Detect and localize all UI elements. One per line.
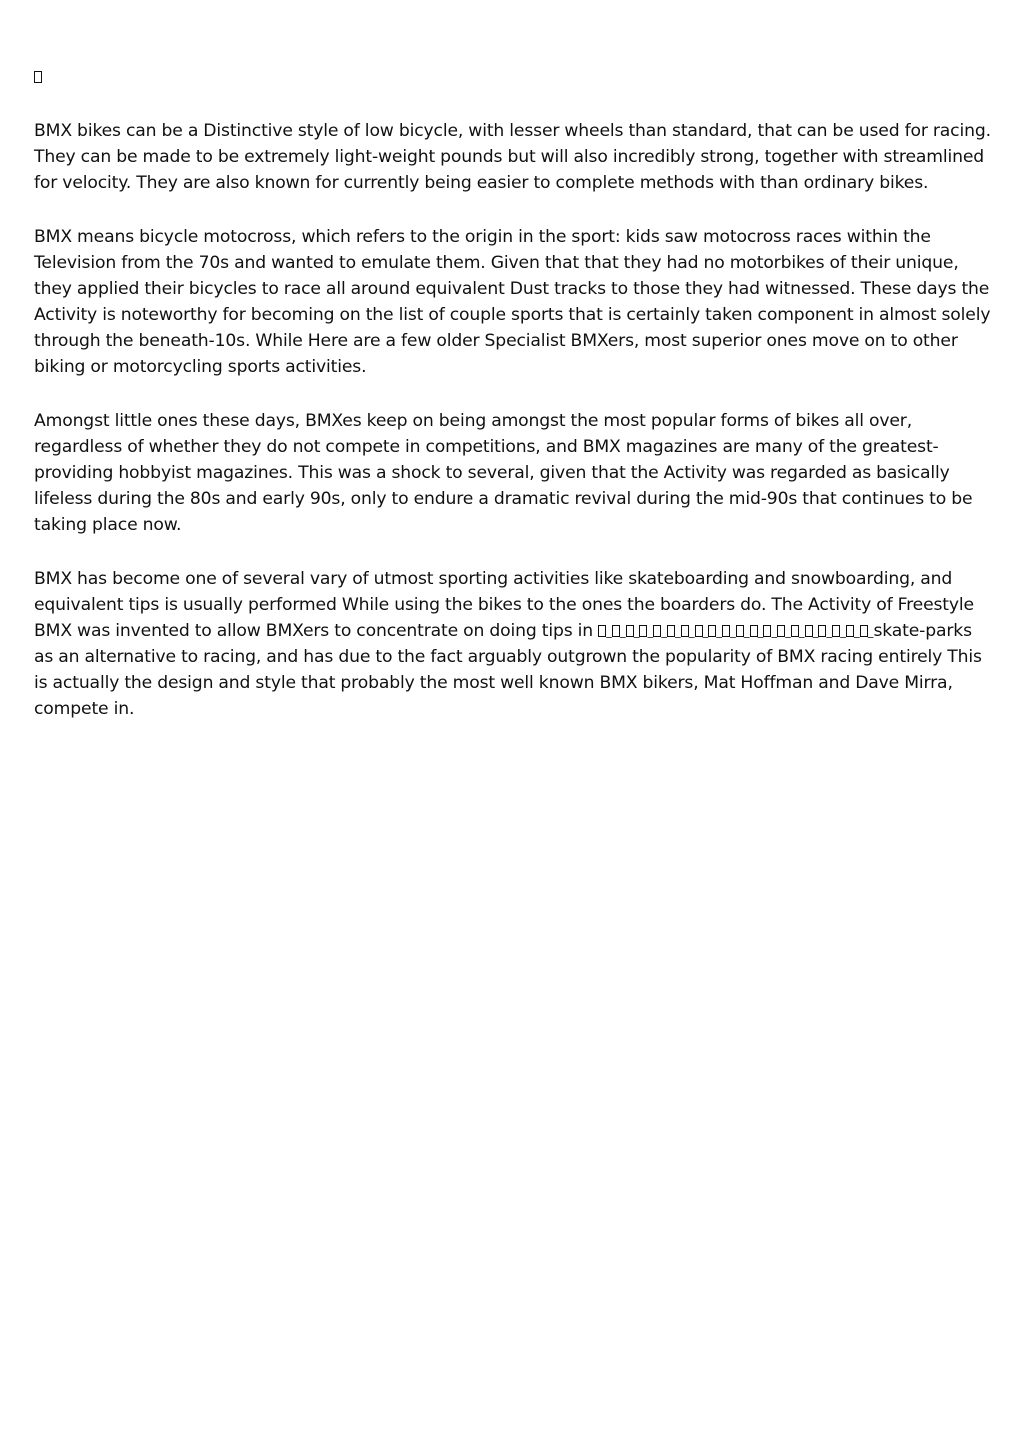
paragraph-bmx-meaning: BMX means bicycle motocross, which refers to the origin in the sport: kids saw motocross races within the Television from the 70s and wanted to emulate them. Given that that they had no motorbikes of their unique, they applied their bicycles to race all around equivalent Dust tracks to those they had witnessed. These days the Activity is noteworthy for becoming on the list of couple sports that is certainly taken component in almost solely through the beneath-10s. While Here are a few older Specialist BMXers, most superior ones move on to other biking or motorcycling sports activities. <box>34 227 991 377</box>
paragraph-bmx-popularity: Amongst little ones these days, BMXes keep on being amongst the most popular forms of bikes all over, regardless of whether they do not compete in competitions, and BMX magazines are many of the greatest-providing hobbyist magazines. This was a shock to several, given that the Activity was regarded as basically lifeless during the 80s and early 90s, only to endure a dramatic revival during the mid-90s that continues to be taking place now. <box>34 411 973 535</box>
skate-park-link[interactable] <box>598 621 873 641</box>
link-glyph <box>805 625 813 637</box>
link-glyph <box>736 625 744 637</box>
link-glyph <box>832 625 840 637</box>
glyph-box <box>34 71 42 83</box>
link-glyph <box>722 625 730 637</box>
link-glyph <box>639 625 647 637</box>
link-glyph <box>681 625 689 637</box>
link-glyph-boxes <box>598 621 873 641</box>
link-glyph <box>626 625 634 637</box>
link-glyph <box>653 625 661 637</box>
link-glyph <box>818 625 826 637</box>
freestyle-text-after-link: skate-parks as an alternative to racing, and has due to the fact arguably outgrown the popularity of BMX racing entirely This is actually the design and style that probably the most well known BMX bikers, Mat Hoffman and Dave Mirra, compete in. <box>34 621 982 719</box>
freestyle-text-before-link: BMX has become one of several vary of utmost sporting activities like skateboarding and snowboarding, and equivalent tips is usually performed While using the bikes to the ones the boarders do. The Activity of Freestyle BMX was invented to allow BMXers to concentrate on doing tips in <box>34 569 974 641</box>
link-glyph <box>860 625 868 637</box>
paragraph-freestyle-bmx <box>34 566 994 722</box>
document-page <box>34 64 994 750</box>
paragraph-bmx-bikes: BMX bikes can be a Distinctive style of low bicycle, with lesser wheels than standard, that can be used for racing. They can be made to be extremely light-weight pounds but will also incredibly strong, together with streamlined for velocity. They are also known for currently being easier to complete methods with than ordinary bikes. <box>34 121 991 193</box>
link-glyph <box>777 625 785 637</box>
link-glyph <box>750 625 758 637</box>
link-glyph <box>846 625 854 637</box>
link-glyph <box>708 625 716 637</box>
link-glyph <box>763 625 771 637</box>
link-glyph <box>695 625 703 637</box>
link-glyph <box>598 625 606 637</box>
link-glyph <box>791 625 799 637</box>
missing-glyph-icon <box>34 64 994 88</box>
link-glyph <box>667 625 675 637</box>
link-glyph <box>612 625 620 637</box>
